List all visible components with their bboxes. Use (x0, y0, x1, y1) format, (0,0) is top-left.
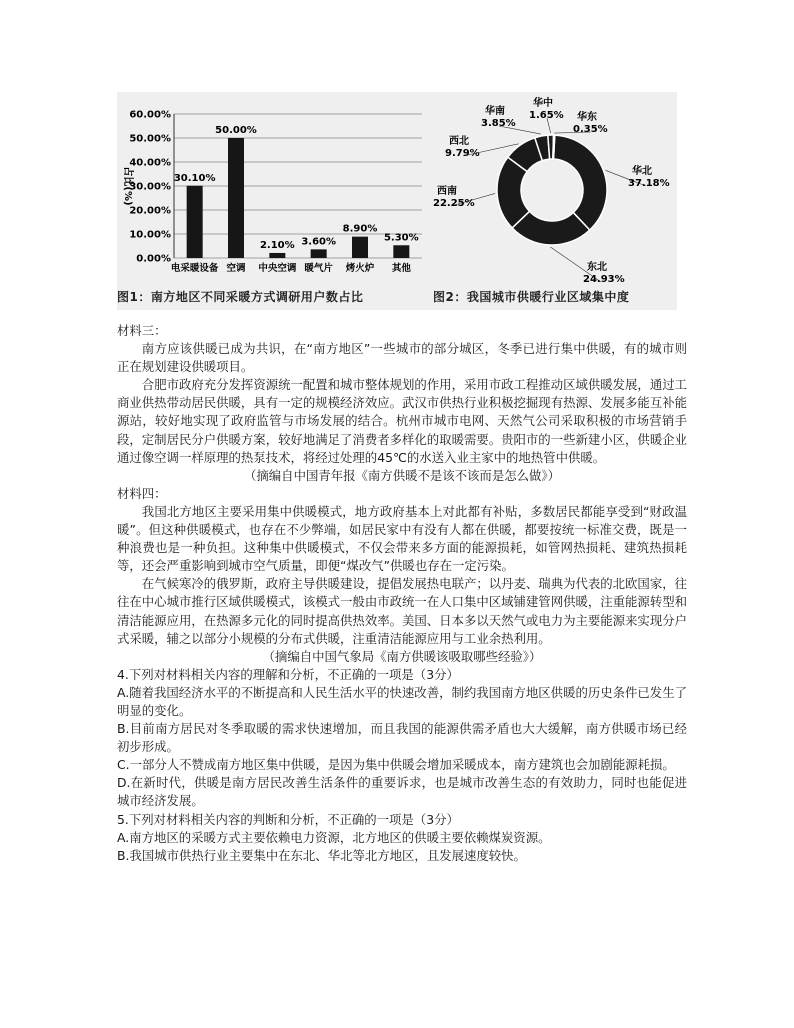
donut-value-label: 3.85% (481, 118, 516, 129)
material3-para-2: 合肥市政府充分发挥资源统一配置和城市整体规划的作用，采用市政工程推动区域供暖发展，通过工商业供热带动居民供暖，具有一定的规模经济效应。武汉市供热行业积极挖掘现有热源、发展多能互补能源站，较好地实现了政府监管与市场发展的结合。杭州市城市电网、天然气公司采取积极的市场营销手段，定制居民分户供暖方案，较好地满足了消费者多样化的取暖需要。贵阳市的一些新建小区，供暖企业通过像空调一样原理的热泵技术，将经过处理的45℃的水送入业主家中的地热管中供暖。 (117, 377, 687, 465)
bar-空调 (228, 138, 244, 258)
x-tick-label: 烤火炉 (345, 263, 375, 274)
x-tick-label: 其他 (391, 263, 411, 274)
y-tick-label: 40.00% (129, 157, 171, 169)
q4-option-c: C.一部分人不赞成南方地区集中供暖，是因为集中供暖会增加采暖成本，南方建筑也会加剧能源耗损。 (117, 757, 675, 773)
q4-option-a: A.随着我国经济水平的不断提高和人民生活水平的快速改善，制约我国南方地区供暖的历史条件已发生了明显的变化。 (117, 684, 687, 718)
donut-category-label: 西北 (449, 136, 469, 147)
donut-value-label: 37.18% (628, 178, 670, 189)
donut-value-label: 9.79% (445, 148, 480, 159)
fig2-caption: 图2：我国城市供暖行业区域集中度 (433, 290, 630, 304)
q5-option-a: A.南方地区的采暖方式主要依赖电力资源，北方地区的供暖主要依赖煤炭资源。 (117, 829, 551, 845)
material4-para-1: 我国北方地区主要采用集中供暖模式，地方政府基本上对此都有补贴，多数居民都能享受到“财政温暖”。但这种供暖模式，也存在不少弊端，如居民家中有没有人都在供暖，都要按统一标准交费，既是一种浪费也是一种负担。这种集中供暖模式，不仅会带来多方面的能源损耗，如管网热损耗、建筑热损耗等，还会严重影响到城市空气质量，即便“煤改气”供暖也存在一定污染。 (117, 503, 687, 574)
text-body (117, 322, 687, 865)
donut-category-label: 华中 (533, 98, 553, 109)
bar-value-label: 3.60% (301, 236, 337, 248)
y-tick-label: 50.00% (129, 133, 171, 145)
donut-slice-华北 (554, 135, 607, 230)
bar-value-label: 5.30% (383, 232, 419, 244)
x-tick-label: 空调 (226, 263, 246, 274)
q4-option-b: B.目前南方居民对冬季取暖的需求快速增加，而且我国的能源供需矛盾也大大缓解，南方供暖市场已经初步形成。 (117, 721, 687, 755)
material4-source: （摘编自中国气象局《南方供暖该吸取哪些经验》） (262, 648, 542, 664)
donut-value-label: 22.25% (433, 198, 475, 209)
fig1-caption: 图1：南方地区不同采暖方式调研用户数占比 (117, 290, 364, 304)
y-tick-label: 60.00% (129, 109, 171, 121)
bar-value-label: 50.00% (215, 125, 257, 136)
q4-stem: 4.下列对材料相关内容的理解和分析，不正确的一项是（3分） (117, 666, 459, 682)
donut-category-label: 西南 (437, 186, 457, 197)
donut-slice-华东 (553, 135, 555, 159)
bar-value-label: 30.10% (173, 172, 216, 184)
donut-category-label: 华东 (577, 112, 597, 123)
material3-heading: 材料三： (117, 323, 167, 338)
donut-category-label: 华北 (632, 166, 652, 177)
x-tick-label: 暖气片 (304, 263, 333, 274)
donut-category-label: 华南 (485, 106, 505, 117)
donut-category-label: 东北 (587, 262, 607, 273)
bar-value-label: 2.10% (259, 239, 295, 251)
material4-heading: 材料四： (117, 485, 167, 501)
bar-value-label: 8.90% (342, 223, 378, 235)
y-tick-label: 20.00% (129, 205, 171, 217)
y-axis-label: 占比(%) (122, 166, 133, 206)
bar-烤火炉 (352, 237, 368, 258)
material4-para-2: 在气候寒冷的俄罗斯，政府主导供暖建设，提倡发展热电联产；以丹麦、瑞典为代表的北欧国家，往往在中心城市推行区域供暖模式，该模式一般由市政统一在人口集中区域铺建管网供暖，注重能源转型和清洁能源应用，在热源多元化的同时提高供热效率。美国、日本多以天然气或电力为主要能源来实现分户式采暖，辅之以部分小规模的分布式供暖，注重清洁能源应用与工业余热利用。 (117, 576, 687, 646)
donut-value-label: 0.35% (573, 124, 608, 135)
fig2-donut-chart (427, 92, 677, 292)
bar-电采暖设备 (187, 186, 203, 258)
q4-option-d: D.在新时代，供暖是南方居民改善生活条件的重要诉求，也是城市改善生态的有效助力，同时也能促进城市经济发展。 (117, 775, 687, 809)
donut-value-label: 1.65% (529, 110, 564, 121)
figure-strip (117, 92, 677, 310)
bar-中央空调 (269, 253, 285, 258)
q5-stem: 5.下列对材料相关内容的判断和分析，不正确的一项是（3分） (117, 811, 459, 827)
donut-value-label: 24.93% (583, 274, 625, 285)
bar-其他 (393, 245, 409, 258)
material3-source: （摘编自中国青年报《南方供暖不是该不该而是怎么做》） (244, 467, 560, 483)
y-tick-label: 10.00% (129, 229, 171, 241)
q5-option-b: B.我国城市供热行业主要集中在东北、华北等北方地区，且发展速度较快。 (117, 847, 526, 863)
x-tick-label: 中央空调 (258, 263, 297, 274)
x-tick-label: 电采暖设备 (170, 263, 219, 274)
y-tick-label: 30.00% (129, 181, 171, 193)
fig1-bar-chart (117, 92, 427, 292)
y-tick-label: 0.00% (136, 253, 171, 265)
material3-para-1: 南方应该供暖已成为共识，在“南方地区”一些城市的部分城区，冬季已进行集中供暖，有的城市则正在规划建设供暖项目。 (117, 341, 687, 375)
bar-暖气片 (311, 249, 327, 258)
